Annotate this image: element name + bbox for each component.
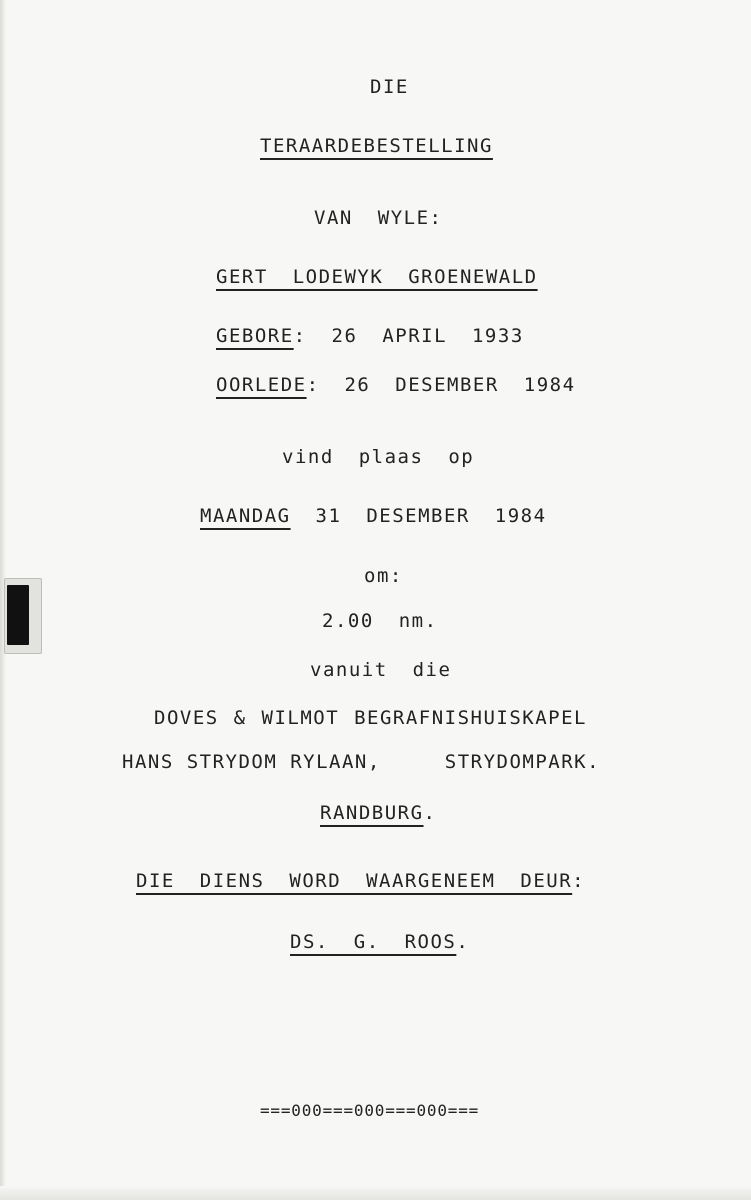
service-intro: vind plaas op — [282, 446, 475, 468]
binder-clip — [4, 578, 42, 654]
service-time: 2.00 nm. — [322, 610, 438, 632]
officiant-intro: DIE DIENS WORD WAARGENEEM DEUR — [136, 870, 573, 892]
heading-title: TERAARDEBESTELLING — [260, 135, 493, 157]
officiant-intro-end: : — [572, 870, 586, 892]
service-date-line — [200, 505, 547, 527]
service-vanuit: vanuit die — [310, 659, 452, 681]
page-bottom-edge — [0, 1186, 751, 1200]
binder-clip-bar — [7, 585, 29, 645]
heading-van-wyle: VAN WYLE: — [314, 207, 443, 229]
service-street: HANS STRYDOM RYLAAN, — [122, 751, 381, 773]
died-date: 26 DESEMBER 1984 — [344, 374, 576, 396]
born-date: 26 APRIL 1933 — [331, 325, 524, 347]
born-line — [216, 325, 524, 347]
born-separator: : — [293, 325, 307, 347]
service-om: om: — [364, 565, 403, 587]
officiant-line — [290, 931, 469, 953]
footer-divider: ===000===000===000=== — [260, 1101, 480, 1120]
died-label: OORLEDE — [216, 374, 307, 396]
service-venue: DOVES & WILMOT BEGRAFNISHUISKAPEL — [154, 707, 587, 729]
officiant-intro-line — [136, 870, 585, 892]
service-city-end: . — [423, 802, 437, 824]
service-suburb: STRYDOMPARK. — [444, 751, 601, 773]
died-line — [216, 374, 576, 396]
died-separator: : — [306, 374, 320, 396]
service-city-line — [320, 802, 436, 824]
born-label: GEBORE — [216, 325, 294, 347]
officiant-name: DS. G. ROOS — [290, 931, 457, 953]
service-date: 31 DESEMBER 1984 — [315, 505, 547, 527]
service-address-line — [122, 751, 600, 773]
service-city: RANDBURG — [320, 802, 424, 824]
service-day: MAANDAG — [200, 505, 291, 527]
deceased-name: GERT LODEWYK GROENEWALD — [216, 266, 538, 288]
officiant-end: . — [456, 931, 470, 953]
heading-die: DIE — [370, 76, 409, 98]
